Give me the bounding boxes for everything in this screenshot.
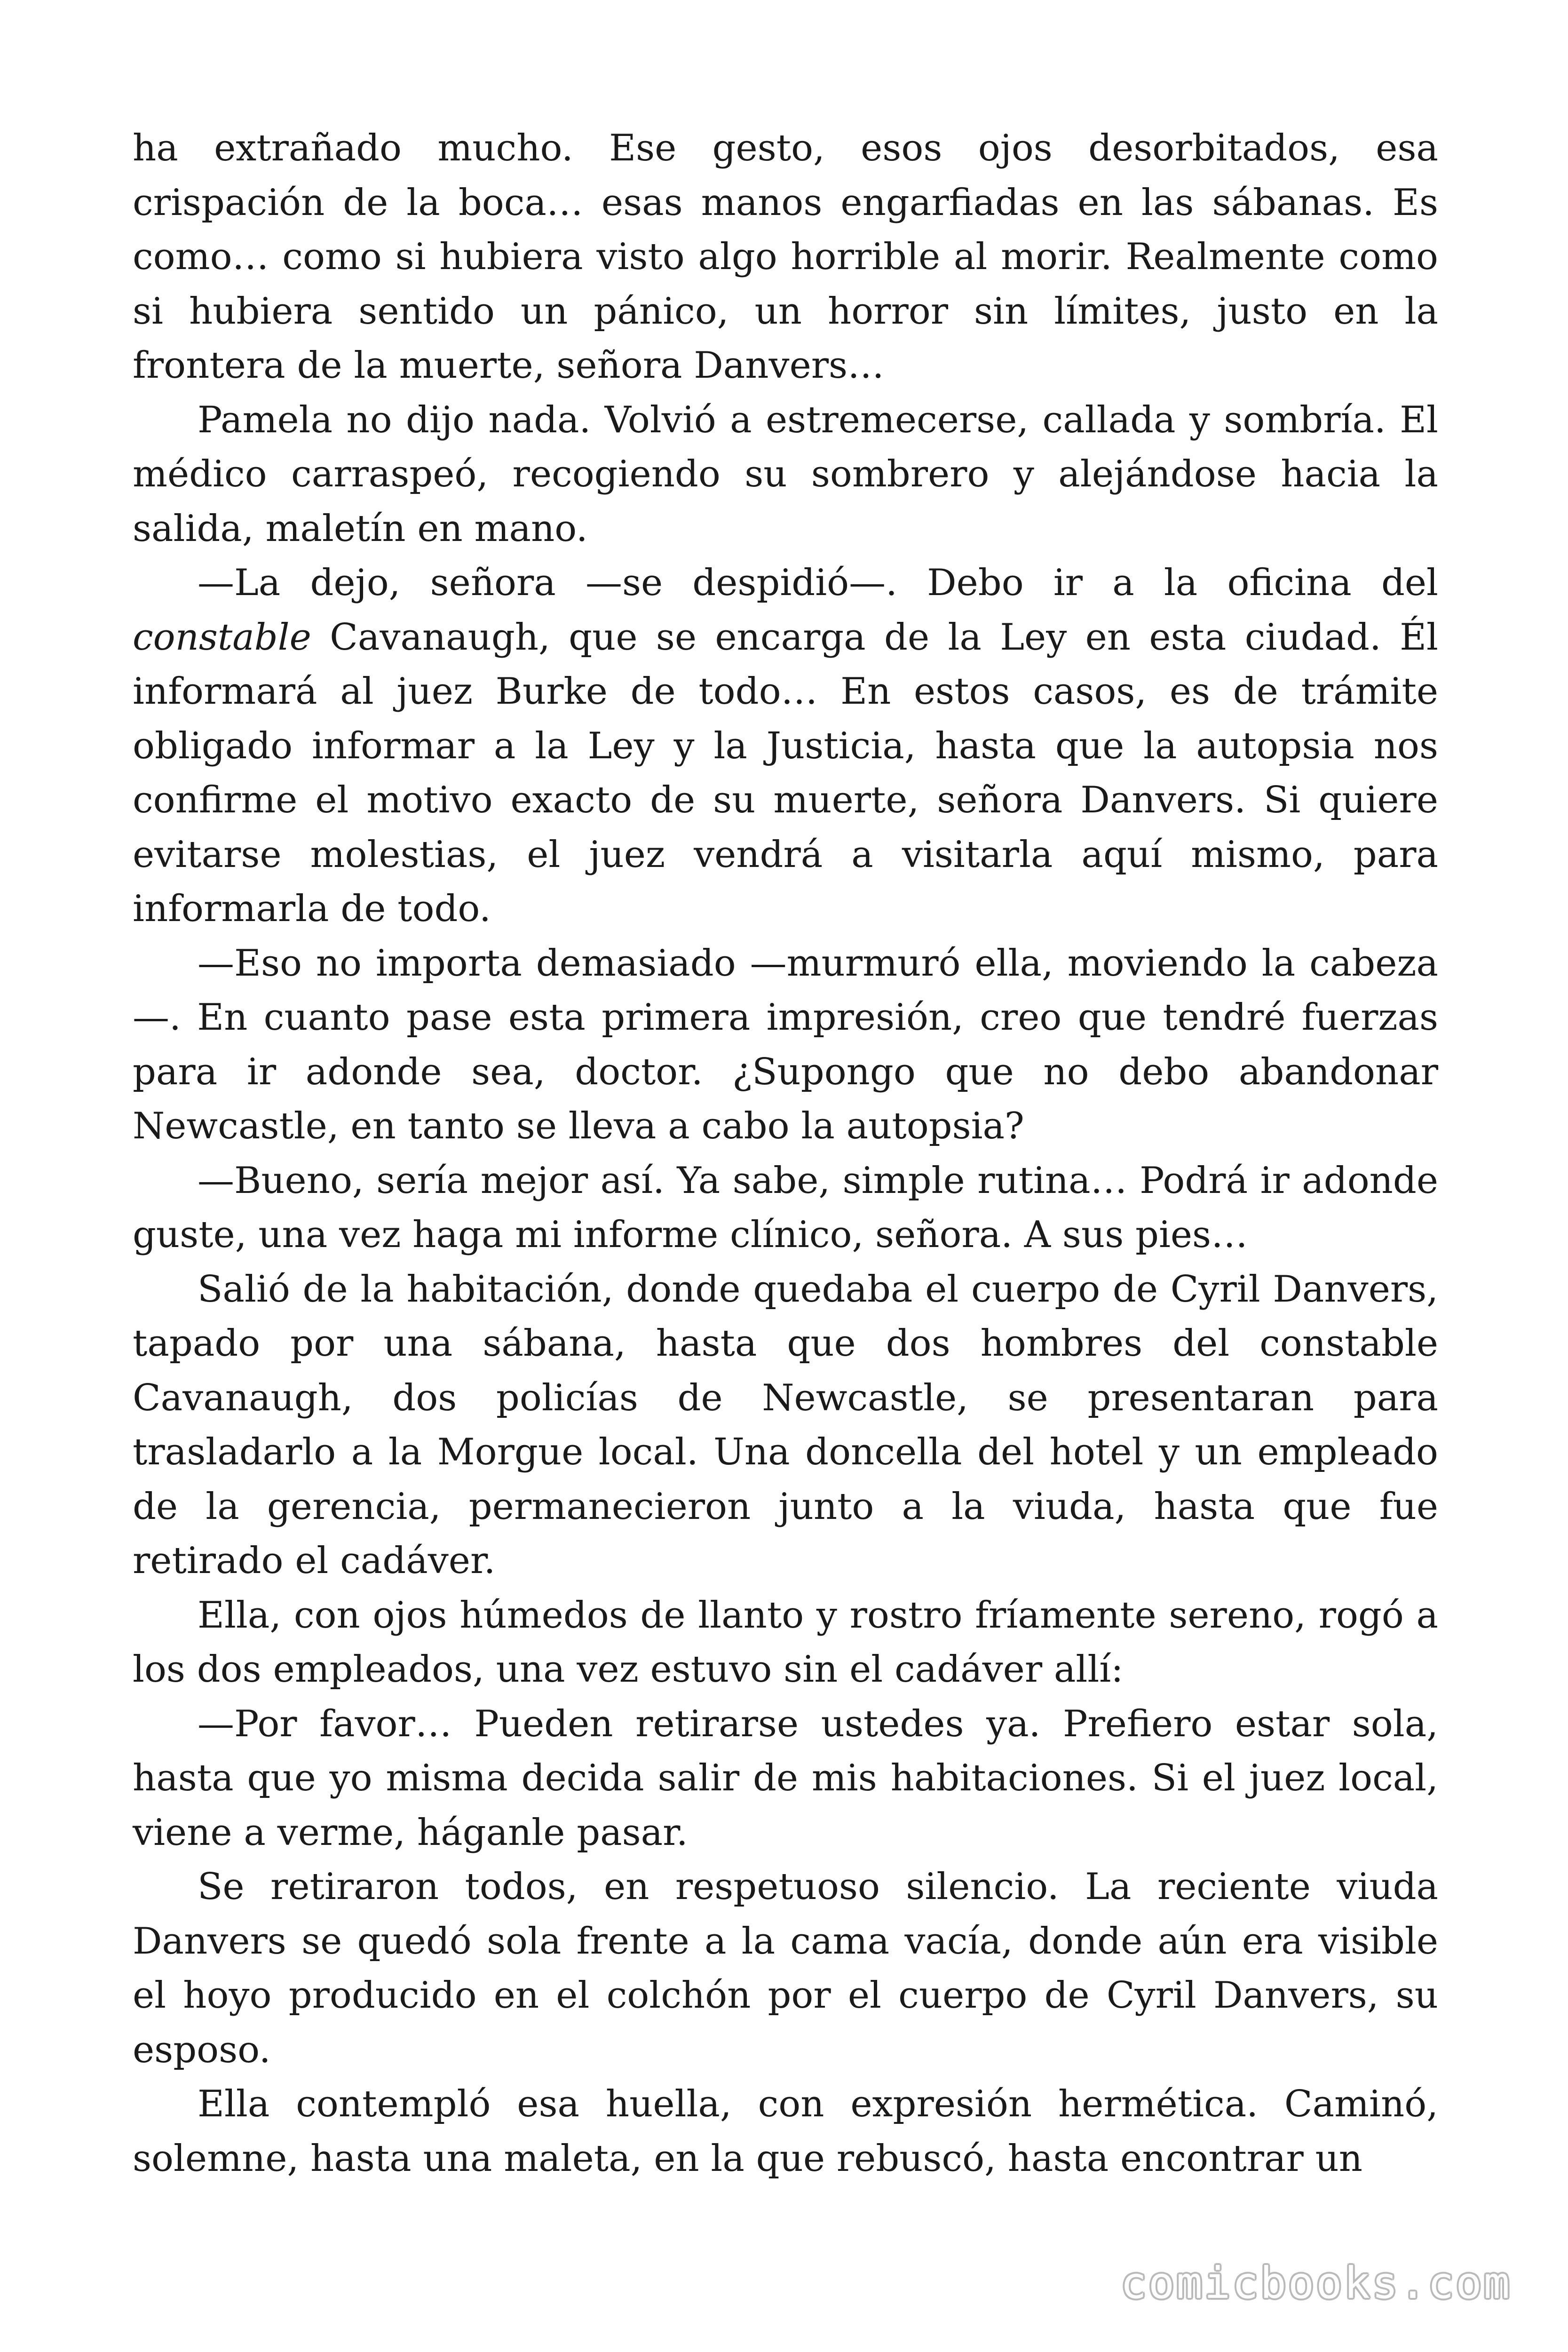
paragraph [133, 1697, 1438, 1860]
text-run: Cavanaugh, que se encarga de la Ley en esta ciudad. Él informará al juez Burke de todo… En estos casos, es de trámite obligado informar a la Ley y la Justicia, hasta que la autopsia nos confirme el motivo exacto de su muerte, señora Danvers. Si quiere evitarse molestias, el juez vendrá a visitarla aquí mismo, para informarla de todo. [133, 616, 1438, 930]
text-run: Pamela no dijo nada. Volvió a estremecerse, callada y sombría. El médico carraspeó, recogiendo su sombrero y alejándose hacia la salida, maletín en mano. [133, 398, 1438, 550]
text-run: Se retiraron todos, en respetuoso silencio. La reciente viuda Danvers se quedó sola frente a la cama vacía, donde aún era visible el hoyo producido en el colchón por el cuerpo de Cyril Danvers, su esposo. [133, 1866, 1438, 2071]
italic-text: constable [133, 616, 311, 659]
paragraph [133, 556, 1438, 937]
paragraph [133, 2077, 1438, 2186]
text-run: —Por favor… Pueden retirarse ustedes ya. Prefiero estar sola, hasta que yo misma decida salir de mis habitaciones. Si el juez local, viene a verme, háganle pasar. [133, 1702, 1438, 1854]
paragraph [133, 1154, 1438, 1263]
text-run: ha extrañado mucho. Ese gesto, esos ojos desorbitados, esa crispación de la boca… esas manos engarfiadas en las sábanas. Es como… como si hubiera visto algo horrible al morir. Realmente como si hubiera sentido un pánico, un horror sin límites, justo en la frontera de la muerte, señora Danvers… [133, 127, 1438, 387]
text-run: Ella contempló esa huella, con expresión hermética. Caminó, solemne, hasta una maleta, en la que rebuscó, hasta encontrar un [133, 2083, 1438, 2180]
paragraph [133, 937, 1438, 1154]
paragraph [133, 1589, 1438, 1697]
text-run: Ella, con ojos húmedos de llanto y rostro fríamente sereno, rogó a los dos empleados, una vez estuvo sin el cadáver allí: [133, 1594, 1438, 1691]
text-run: —Bueno, sería mejor así. Ya sabe, simple rutina… Podrá ir adonde guste, una vez haga mi informe clínico, señora. A sus pies… [133, 1159, 1438, 1256]
paragraph [133, 121, 1438, 393]
paragraph [133, 1263, 1438, 1589]
paragraph [133, 393, 1438, 556]
paragraph [133, 1860, 1438, 2077]
text-run: —Eso no importa demasiado —murmuró ella, moviendo la cabeza—. En cuanto pase esta primera impresión, creo que tendré fuerzas para ir adonde sea, doctor. ¿Supongo que no debo abandonar Newcastle, en tanto se lleva a cabo la autopsia? [133, 942, 1438, 1147]
text-run: Salió de la habitación, donde quedaba el cuerpo de Cyril Danvers, tapado por una sábana, hasta que dos hombres del constable Cavanaugh, dos policías de Newcastle, se presentaran para trasladarlo a la Morgue local. Una doncella del hotel y un empleado de la gerencia, permanecieron junto a la viuda, hasta que fue retirado el cadáver. [133, 1268, 1438, 1582]
watermark: comicbooks.com [1120, 2258, 1512, 2308]
text-run: —La dejo, señora —se despidió—. Debo ir a la oficina del [198, 562, 1438, 604]
page-body [133, 121, 1438, 2186]
